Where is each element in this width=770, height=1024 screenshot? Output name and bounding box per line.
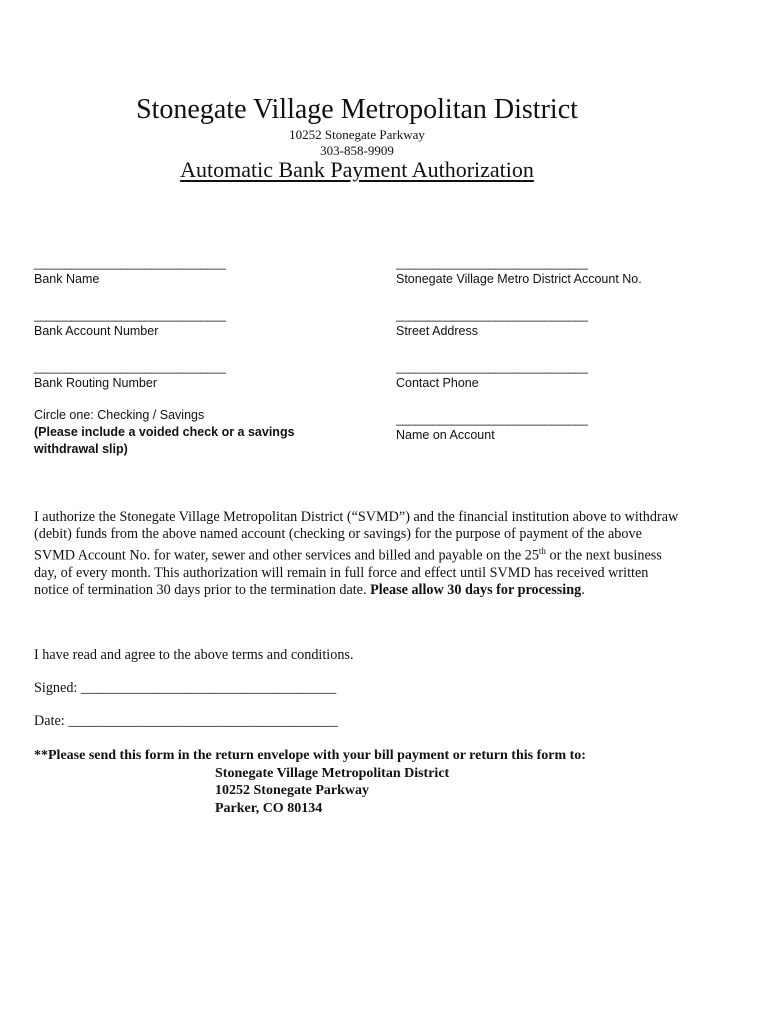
org-title: Stonegate Village Metropolitan District <box>136 94 578 125</box>
authorization-text-part2: or the next business day, of every month. This authorization will remain in full force and effect until SVMD has received written notice of termination 30 days prior to the termination date. <box>34 547 662 598</box>
voided-check-note-line2: withdrawal slip) <box>34 442 128 456</box>
blank-line: _______________________________ <box>396 256 588 270</box>
name-on-account-field[interactable] <box>396 412 587 443</box>
authorization-text-part1: I authorize the Stonegate Village Metropolitan District (“SVMD”) and the financial institution above to withdraw (debit) funds from the above named account (checking or savings) for the purpose of payment of the above SVMD Account No. for water, sewer and other services and billed and payable on the 25 <box>34 509 679 564</box>
bank-routing-number-field[interactable] <box>34 360 225 391</box>
blank-line: _______________________________ <box>396 412 588 426</box>
agreement-statement: I have read and agree to the above terms and conditions. <box>34 647 354 663</box>
blank-line: _______________________________ <box>396 308 588 322</box>
ordinal-superscript: th <box>538 546 546 556</box>
bank-name-field[interactable] <box>34 256 225 287</box>
authorization-end: . <box>581 581 585 598</box>
contact-phone-label: Contact Phone <box>396 376 479 390</box>
bank-account-number-field[interactable] <box>34 308 225 339</box>
date-field[interactable]: Date: ______________________________________ <box>34 713 338 729</box>
blank-line: _______________________________ <box>34 256 226 270</box>
blank-line: _______________________________ <box>34 360 226 374</box>
org-phone: 303-858-9909 <box>320 143 394 158</box>
bank-routing-number-label: Bank Routing Number <box>34 376 157 390</box>
street-address-label: Street Address <box>396 324 478 338</box>
org-street-address: 10252 Stonegate Parkway <box>289 127 425 142</box>
authorization-paragraph <box>34 509 684 599</box>
name-on-account-label: Name on Account <box>396 428 495 442</box>
blank-line: _______________________________ <box>396 360 588 374</box>
signature-field[interactable]: Signed: ____________________________________ <box>34 680 337 696</box>
return-address-street: 10252 Stonegate Parkway <box>215 783 369 798</box>
svmd-account-no-label: Stonegate Village Metro District Account No. <box>396 272 642 286</box>
blank-line: _______________________________ <box>34 308 226 322</box>
contact-phone-field[interactable] <box>396 360 587 391</box>
processing-notice: Please allow 30 days for processing <box>370 581 582 598</box>
street-address-field[interactable] <box>396 308 587 339</box>
account-type-section <box>34 407 295 458</box>
voided-check-note-line1: (Please include a voided check or a savings <box>34 425 295 439</box>
account-type-prompt[interactable]: Circle one: Checking / Savings <box>34 408 205 422</box>
bank-account-number-label: Bank Account Number <box>34 324 159 338</box>
return-instructions: **Please send this form in the return envelope with your bill payment or return this form to: <box>34 748 586 763</box>
bank-name-label: Bank Name <box>34 272 100 286</box>
svmd-account-no-field[interactable] <box>396 256 642 287</box>
return-address-city: Parker, CO 80134 <box>215 801 323 816</box>
form-title: Automatic Bank Payment Authorization <box>180 157 534 182</box>
return-address-name: Stonegate Village Metropolitan District <box>215 766 450 781</box>
